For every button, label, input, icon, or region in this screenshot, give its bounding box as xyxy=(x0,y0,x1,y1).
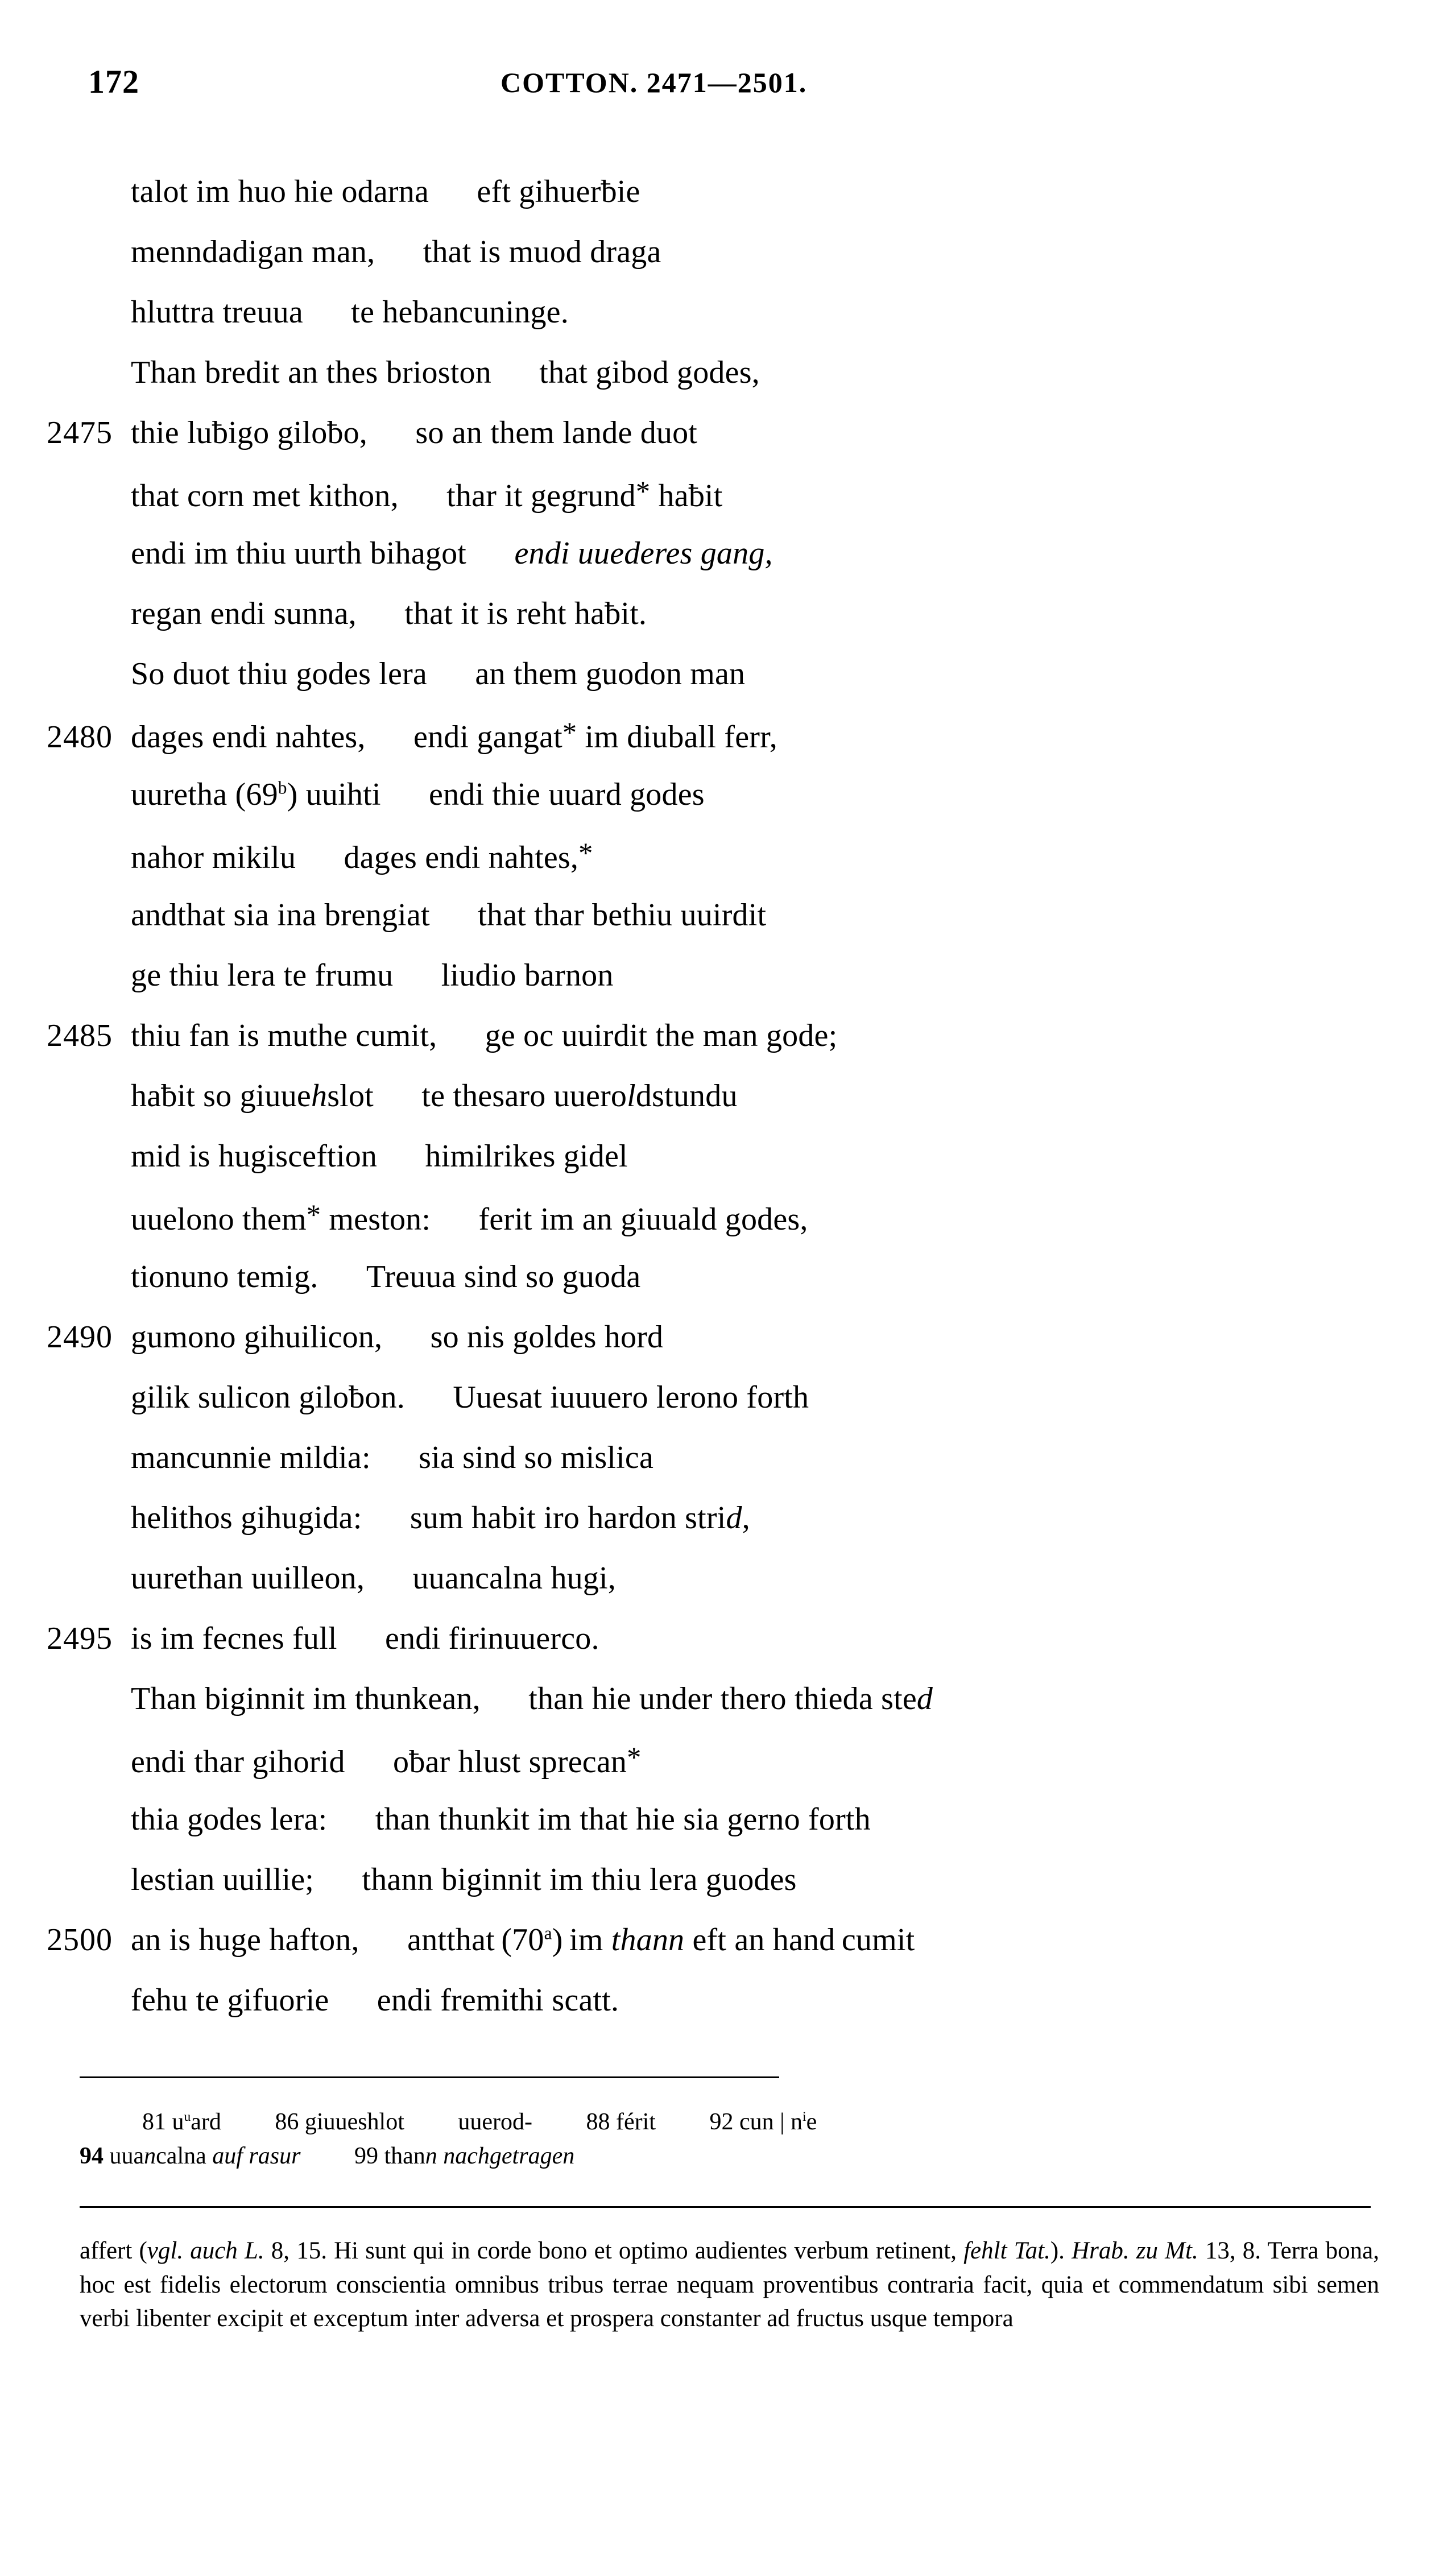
verse-text xyxy=(131,1982,1456,2018)
asterisk-marker: * xyxy=(635,475,651,507)
text-run: eft gihuerƀie xyxy=(429,174,640,209)
verse-line xyxy=(0,776,1456,837)
text-run: uua xyxy=(104,2142,144,2169)
superscript-marker: i xyxy=(803,2109,806,2124)
text-run: dages endi nahtes, xyxy=(296,840,579,876)
text-run: so an them lande duot xyxy=(367,415,698,450)
text-run: endi fremithi scatt. xyxy=(329,1983,619,2018)
verse-line xyxy=(0,1138,1456,1198)
italic-text: n xyxy=(144,2142,156,2169)
verse-text xyxy=(131,1741,1456,1780)
verse-text xyxy=(131,716,1456,755)
text-run: so nis goldes hord xyxy=(382,1319,664,1355)
text-run: te hebancuninge. xyxy=(303,295,569,330)
text-run: meston: xyxy=(321,1202,431,1238)
bold-text: 94 xyxy=(80,2142,104,2169)
text-run: te thesaro uuero xyxy=(373,1078,627,1114)
text-run: uuelono them xyxy=(131,1202,307,1238)
verse-text xyxy=(131,1500,1456,1536)
text-run: thia godes lera: xyxy=(131,1802,328,1837)
superscript-marker: a xyxy=(544,1923,552,1943)
text-run: liudio barnon xyxy=(393,958,614,993)
verse-line xyxy=(0,1861,1456,1922)
verse-line xyxy=(0,1560,1456,1620)
italic-text: h xyxy=(311,1078,328,1114)
text-run: 8, 15. Hi sunt qui in corde bono et optimo audientes verbum retinent, xyxy=(264,2237,964,2265)
verse-line xyxy=(0,1017,1456,1078)
italic-text: auf rasur xyxy=(212,2142,301,2169)
text-run: endi firinuuerco. xyxy=(337,1621,599,1656)
text-run: sum habit iro hardon stri xyxy=(362,1500,726,1536)
text-run: gilik sulicon giloƀon. xyxy=(131,1380,405,1415)
verse-number: 2490 xyxy=(47,1319,113,1355)
text-run: thiu fan is muthe cumit, xyxy=(131,1018,437,1053)
running-head-title: COTTON. 2471—2501. xyxy=(500,67,808,98)
text-run: is im fecnes full xyxy=(131,1621,337,1656)
verse-text xyxy=(131,1017,1456,1054)
verse-text xyxy=(131,1620,1456,1657)
italic-text: thann xyxy=(611,1922,685,1958)
verse-line xyxy=(0,234,1456,294)
verse-number: 2495 xyxy=(47,1621,113,1656)
italic-text: endi uuederes gang, xyxy=(514,536,773,571)
verse-number: 2480 xyxy=(47,719,113,755)
verse-line xyxy=(0,1801,1456,1861)
verse-number: 2485 xyxy=(47,1018,113,1053)
manuscript-edition-page xyxy=(0,63,1456,2565)
text-run: regan endi sunna, xyxy=(131,596,357,631)
verse-line xyxy=(0,1922,1456,1982)
verse-line xyxy=(0,1620,1456,1681)
text-run: calna xyxy=(156,2142,213,2169)
text-run: affert ( xyxy=(80,2237,147,2265)
text-run: 81 u xyxy=(142,2109,184,2135)
text-run: an them guodon man xyxy=(427,656,746,692)
text-run: , xyxy=(742,1500,750,1536)
verse-line xyxy=(0,1078,1456,1138)
superscript-marker: u xyxy=(184,2109,191,2124)
text-run: sia sind so mislica xyxy=(370,1440,654,1475)
verse-text xyxy=(131,1560,1456,1596)
text-run: uuancalna hugi, xyxy=(365,1561,617,1596)
text-run: haƀit xyxy=(650,478,723,514)
text-run: endi thie uuard godes xyxy=(380,777,705,812)
text-run: that is muod draga xyxy=(375,234,661,270)
verse-text xyxy=(131,1319,1456,1355)
text-run: antthat (70 xyxy=(359,1922,544,1958)
verse-text xyxy=(131,776,1456,813)
text-run: ge oc uuirdit the man gode; xyxy=(437,1018,838,1053)
text-run: tionuno temig. xyxy=(131,1259,318,1294)
verse-text xyxy=(131,1801,1456,1838)
text-run: than thunkit im that hie sia gerno forth xyxy=(327,1802,871,1837)
verse-text xyxy=(131,1922,1456,1958)
text-run: lestian uuillie; xyxy=(131,1862,315,1897)
superscript-marker: b xyxy=(278,777,287,798)
text-run: that it is reht haƀit. xyxy=(356,596,647,631)
text-run: uurethan uuilleon, xyxy=(131,1561,365,1596)
text-run: endi gangat xyxy=(365,719,562,755)
verse-line xyxy=(0,173,1456,234)
verse-text xyxy=(131,1439,1456,1476)
verse-text xyxy=(131,475,1456,514)
verse-text xyxy=(131,354,1456,391)
asterisk-marker: * xyxy=(306,1199,321,1231)
text-run: ). xyxy=(1050,2237,1072,2265)
verse-line xyxy=(0,475,1456,535)
verse-line xyxy=(0,656,1456,716)
italic-text: d xyxy=(916,1681,933,1716)
text-run: dstundu xyxy=(635,1078,738,1114)
verse-line xyxy=(0,595,1456,656)
text-run: than hie under thero thieda ste xyxy=(480,1681,917,1716)
text-run: slot xyxy=(327,1078,374,1114)
verse-line xyxy=(0,535,1456,595)
verse-text xyxy=(131,1861,1456,1898)
verse-line xyxy=(0,1259,1456,1319)
text-run: ge thiu lera te frumu xyxy=(131,958,394,993)
apparatus-line xyxy=(80,2105,1376,2140)
verse-line xyxy=(0,1379,1456,1439)
verse-line xyxy=(0,1982,1456,2042)
verse-text xyxy=(131,595,1456,632)
verse-line xyxy=(0,354,1456,415)
apparatus-divider xyxy=(80,2076,779,2078)
text-run: fehu te gifuorie xyxy=(131,1983,329,2018)
text-run: that gibod godes, xyxy=(491,355,760,390)
verse-line xyxy=(0,716,1456,776)
text-run: Than biginnit im thunkean, xyxy=(131,1681,481,1716)
text-run: menndadigan man, xyxy=(131,234,375,270)
text-run: oƀar hlust sprecan xyxy=(345,1744,627,1780)
verse-line xyxy=(0,837,1456,897)
verse-text xyxy=(131,656,1456,692)
verse-text xyxy=(131,1681,1456,1717)
verse-line xyxy=(0,957,1456,1017)
text-run: uuretha (69 xyxy=(131,777,278,812)
text-run: 13, 8. Terra bona, hoc est fidelis electorum conscientia omnibus tribus terrae nequam proventibus contraria facit, quia et commendatum sibi semen verbi libenter excipit et exceptum inter adversa et prospera constanter ad fructus usque tempora xyxy=(80,2237,1379,2332)
italic-text: d xyxy=(726,1500,742,1536)
verse-text xyxy=(131,1379,1456,1416)
asterisk-marker: * xyxy=(627,1741,642,1773)
verse-line xyxy=(0,294,1456,354)
text-run: Uuesat iuuuero lerono forth xyxy=(404,1380,809,1415)
verse-text xyxy=(131,1078,1456,1114)
text-run: 99 than xyxy=(300,2142,425,2169)
verse-line xyxy=(0,1681,1456,1741)
asterisk-marker: * xyxy=(562,717,577,748)
verse-line xyxy=(0,1741,1456,1801)
text-run: haƀit so giuue xyxy=(131,1078,311,1114)
text-run xyxy=(466,536,514,571)
verse-block xyxy=(0,173,1456,2042)
running-head xyxy=(0,63,1456,148)
text-run: Treuua sind so guoda xyxy=(318,1259,641,1294)
verse-line xyxy=(0,415,1456,475)
italic-text: nachgetragen xyxy=(443,2142,575,2169)
verse-line xyxy=(0,1500,1456,1560)
italic-text: Hrab. zu Mt. xyxy=(1072,2237,1198,2265)
verse-text xyxy=(131,837,1456,876)
page-number: 172 xyxy=(88,63,139,100)
verse-text xyxy=(131,535,1456,572)
text-run: ferit im an giuuald godes, xyxy=(431,1202,808,1238)
source-commentary xyxy=(80,2234,1379,2335)
text-run: talot im huo hie odarna xyxy=(131,174,429,209)
text-run: e xyxy=(806,2109,817,2135)
text-run: hluttra treuua xyxy=(131,295,303,330)
text-run: ) uuihti xyxy=(287,777,381,812)
text-run: ) im xyxy=(552,1922,611,1958)
text-run: endi thar gihorid xyxy=(131,1744,345,1780)
text-run: nahor mikilu xyxy=(131,840,296,876)
verse-text xyxy=(131,897,1456,933)
text-run: that thar bethiu uuirdit xyxy=(429,897,767,933)
apparatus-line xyxy=(80,2140,1376,2174)
text-run: thie luƀigo giloƀo, xyxy=(131,415,368,450)
verse-line xyxy=(0,1198,1456,1259)
verse-number: 2500 xyxy=(47,1922,113,1958)
italic-text: vgl. auch L. xyxy=(147,2237,264,2265)
verse-text xyxy=(131,1138,1456,1174)
text-run: andthat sia ina brengiat xyxy=(131,897,430,933)
verse-text xyxy=(131,294,1456,330)
verse-text xyxy=(131,1259,1456,1295)
text-run: im diuball ferr, xyxy=(577,719,777,755)
verse-text xyxy=(131,173,1456,210)
verse-text xyxy=(131,234,1456,270)
italic-text: fehlt Tat. xyxy=(963,2237,1050,2265)
text-run: himilrikes gidel xyxy=(377,1139,628,1174)
text-run: gumono gihuilicon, xyxy=(131,1319,383,1355)
commentary-divider xyxy=(80,2206,1371,2208)
text-run: dages endi nahtes, xyxy=(131,719,366,755)
text-run: an is huge hafton, xyxy=(131,1922,359,1958)
verse-text xyxy=(131,1198,1456,1238)
verse-number: 2475 xyxy=(47,415,113,450)
verse-text xyxy=(131,415,1456,451)
text-run: thar it gegrund xyxy=(398,478,636,514)
text-run: So duot thiu godes lera xyxy=(131,656,427,692)
text-run: mancunnie mildia: xyxy=(131,1440,371,1475)
text-run: helithos gihugida: xyxy=(131,1500,362,1536)
italic-text: n xyxy=(425,2142,437,2169)
verse-text xyxy=(131,957,1456,994)
verse-line xyxy=(0,1319,1456,1379)
text-run: that corn met kithon, xyxy=(131,478,399,514)
text-run: mid is hugisceftion xyxy=(131,1139,378,1174)
text-run xyxy=(437,2143,444,2169)
commentary-paragraph xyxy=(80,2234,1379,2335)
text-run: endi im thiu uurth bihagot xyxy=(131,536,467,571)
verse-line xyxy=(0,1439,1456,1500)
text-run: ard 86 giuueshlot uuerod- 88 férit 92 cun | n xyxy=(191,2109,803,2135)
asterisk-marker: * xyxy=(578,837,593,869)
verse-line xyxy=(0,897,1456,957)
italic-text: l xyxy=(627,1078,636,1114)
text-run: eft an hand cumit xyxy=(684,1922,915,1958)
critical-apparatus xyxy=(80,2105,1376,2173)
text-run: thann biginnit im thiu lera guodes xyxy=(314,1862,797,1897)
text-run: Than bredit an thes brioston xyxy=(131,355,491,390)
